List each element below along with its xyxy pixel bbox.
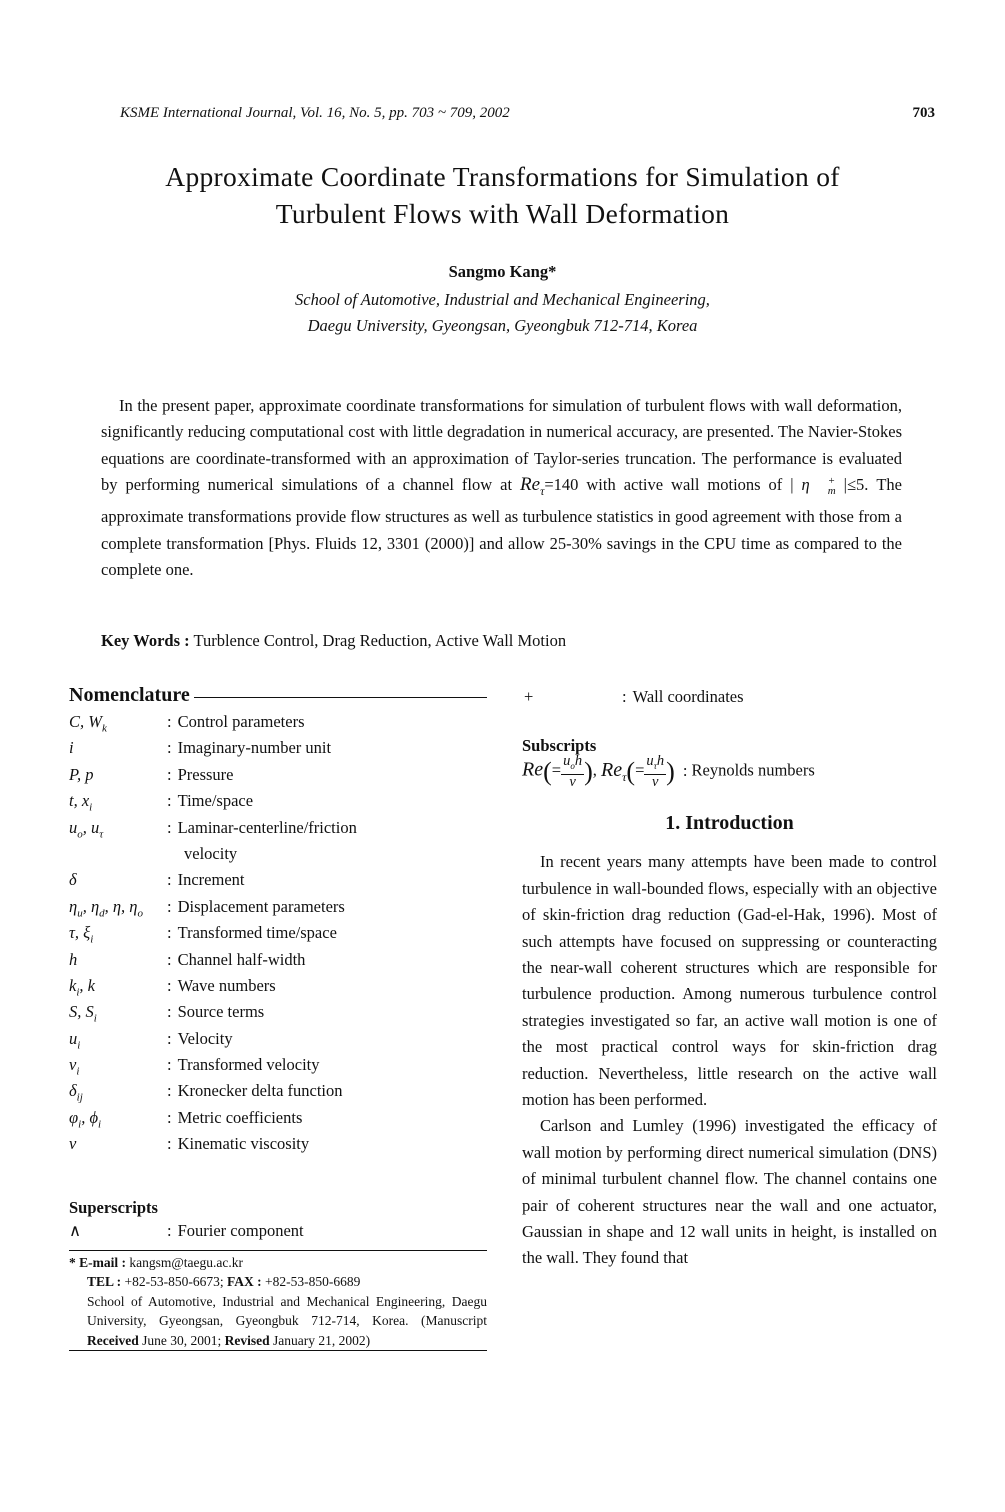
corresponding-author-footnote xyxy=(69,1250,487,1351)
left-column xyxy=(69,684,487,1351)
nomenclature-row: + : Wall coordinates xyxy=(522,684,937,710)
affiliation-line-2: Daegu University, Gyeongsan, Gyeongbuk 712-714, Korea xyxy=(307,316,698,335)
nomenclature-row: t, $x_i$ : Time/space xyxy=(69,788,487,814)
nomenclature-desc: Imaginary-number unit xyxy=(177,738,332,758)
nomenclature-desc: Increment xyxy=(177,870,245,890)
superscripts-heading: Superscripts xyxy=(69,1197,158,1217)
nomenclature-row: $\varphi_i$, $\phi_i$ : Metric coefficients xyxy=(69,1105,487,1131)
nomenclature-symbol: τ, $\xi_i$ xyxy=(69,923,94,946)
section-heading: 1. Introduction xyxy=(665,812,794,835)
nomenclature-desc: Fourier component xyxy=(177,1220,304,1240)
reynolds-symbol: $Re_\tau$ xyxy=(520,474,545,499)
nomenclature-symbol: C, $W_k$ xyxy=(69,712,107,735)
nomenclature-continuation: velocity xyxy=(184,843,238,863)
nomenclature-symbol: δ xyxy=(69,870,77,890)
right-column xyxy=(522,684,937,1272)
nomenclature-row: C, $W_k$ : Control parameters xyxy=(69,709,487,735)
keywords xyxy=(101,631,902,651)
paper-title xyxy=(0,158,1005,232)
nomenclature-desc: Time/space xyxy=(177,791,254,811)
running-header xyxy=(120,105,935,122)
footnote-email-line: * E-mail : kangsm@taegu.ac.kr xyxy=(69,1255,244,1271)
nomenclature-symbol: i xyxy=(69,738,74,758)
paragraph: Carlson and Lumley (1996) investigated the efficacy of wall motion by performing direct numerical simulation (DNS) of minimal turbulent channel flow. The channel contains one pair of coherent structures near the wall and one actuator, Gaussian in shape and 12 wall units in height, is installed on the wall. They found that xyxy=(522,1116,937,1268)
nomenclature-symbol: + xyxy=(524,687,534,706)
nomenclature-row: $v_i$ : Transformed velocity xyxy=(69,1052,487,1078)
nomenclature-row: $k_i$, k : Wave numbers xyxy=(69,973,487,999)
nomenclature-symbol: S, $S_i$ xyxy=(69,1002,97,1025)
abstract-text-1: In the present paper, approximate coordinate transformations for simulation of turbulent flows with wall deformation, significantly reducing computational cost with little degradation in numerical accuracy, are presented. The Navier-Stokes equations are coordinate-transformed with an approximation of Taylor-series truncation. The performance is evaluated by performing numerical simulations of a channel flow at xyxy=(101,396,902,495)
abstract-text-2: with active wall motions of | xyxy=(578,475,802,495)
nomenclature-row: ∧ : Fourier component xyxy=(69,1218,487,1244)
nomenclature-heading: Nomenclature xyxy=(69,684,190,706)
nomenclature-symbol: $k_i$, k xyxy=(69,975,95,999)
nomenclature-row: $u_o$, $u_\tau$ : Laminar-centerline/friction xyxy=(69,815,487,841)
nomenclature-desc: Laminar-centerline/friction xyxy=(177,817,357,837)
paragraph: In recent years many attempts have been made to control turbulence in wall-bounded flows, especially with an objective of skin-friction drag reduction (Gad-el-Hak, 1996). Most of such attempts have focused on suppressing or counteracting the near-wall coherent structures which are responsible for turbulence production. Among numerous turbulence control strategies investigated so far, an active wall motion is one of the most practical control ways for skin-friction drag reduction. Nevertheless, little research on the active wall motion has been performed. xyxy=(522,852,937,1109)
nomenclature-desc: Control parameters xyxy=(177,712,305,731)
nomenclature-symbol: $\delta_{ij}$ xyxy=(69,1081,83,1104)
nomenclature-row: ν : Kinematic viscosity xyxy=(69,1131,487,1157)
nomenclature-desc: Wall coordinates xyxy=(632,687,744,706)
nomenclature-desc: Transformed time/space xyxy=(177,923,337,943)
nomenclature-desc: Pressure xyxy=(177,764,234,784)
page-number: 703 xyxy=(912,105,935,121)
nomenclature-symbol: $\varphi_i$, $\phi_i$ xyxy=(69,1107,102,1131)
nomenclature-symbol: ν xyxy=(69,1134,77,1154)
nomenclature-desc: Kronecker delta function xyxy=(177,1081,343,1101)
author-name: Sangmo Kang* xyxy=(448,262,557,281)
introduction-body xyxy=(522,849,937,1272)
nomenclature-symbol: $u_i$ xyxy=(69,1028,81,1051)
nomenclature-row: P, p : Pressure xyxy=(69,762,487,788)
subscripts-definition: Re(= $\frac{u_oh}{\nu}$ ), $Re_\tau(=$ $\frac{u_\tau h}{\nu}$ ) : Reynolds numbers xyxy=(522,753,815,791)
keywords-label: Key Words : xyxy=(101,631,190,650)
nomenclature-desc: Channel half-width xyxy=(177,949,306,969)
nomenclature-row: $u_i$ : Velocity xyxy=(69,1026,487,1052)
nomenclature-desc: Source terms xyxy=(177,1002,265,1022)
subscripts-desc: Reynolds numbers xyxy=(691,761,815,781)
nomenclature-row: δ : Increment xyxy=(69,867,487,893)
nomenclature-desc: Metric coefficients xyxy=(177,1107,303,1127)
email-address: kangsm@taegu.ac.kr xyxy=(126,1255,244,1271)
nomenclature-symbol: h xyxy=(69,949,78,969)
footnote-phone-line: TEL : +82-53-850-6673; FAX : +82-53-850-6689 xyxy=(87,1274,361,1290)
nomenclature-symbol: t, $x_i$ xyxy=(69,791,93,814)
nomenclature-row: h : Channel half-width xyxy=(69,947,487,973)
nomenclature-row: $\eta_u$, $\eta_d$, η, $\eta_o$ : Displacement parameters xyxy=(69,894,487,920)
subscripts-heading: Subscripts xyxy=(522,736,597,756)
nomenclature-row: S, $S_i$ : Source terms xyxy=(69,999,487,1025)
title-line-2: Turbulent Flows with Wall Deformation xyxy=(275,198,730,229)
nomenclature-symbol: ∧ xyxy=(69,1220,82,1240)
heading-rule xyxy=(194,697,487,698)
nomenclature-row: $\delta_{ij}$ : Kronecker delta function xyxy=(69,1078,487,1104)
nomenclature-desc: Wave numbers xyxy=(177,975,276,995)
reynolds-value: =140 xyxy=(544,475,579,495)
title-line-1: Approximate Coordinate Transformations for Simulation of xyxy=(165,161,840,192)
nomenclature-desc: Displacement parameters xyxy=(177,896,345,916)
journal-citation: KSME International Journal, Vol. 16, No. 5, pp. 703 ~ 709, 2002 xyxy=(120,105,510,121)
nomenclature-desc: Transformed velocity xyxy=(177,1055,320,1075)
nomenclature-heading-row xyxy=(69,684,487,707)
nomenclature-symbol: P, p xyxy=(69,764,94,784)
abstract xyxy=(101,393,902,584)
affiliation-line-1: School of Automotive, Industrial and Mechanical Engineering, xyxy=(295,290,710,309)
eta-symbol: η + m xyxy=(801,475,836,498)
nomenclature-symbol: $u_o$, $u_\tau$ xyxy=(69,817,104,840)
nomenclature-row: i : Imaginary-number unit xyxy=(69,735,487,761)
keywords-text: Turblence Control, Drag Reduction, Active Wall Motion xyxy=(189,631,567,650)
nomenclature-row: τ, $\xi_i$ : Transformed time/space xyxy=(69,920,487,946)
author-affiliation xyxy=(0,287,1005,339)
abstract-paragraph xyxy=(101,393,902,584)
nomenclature-symbol: $\eta_u$, $\eta_d$, η, $\eta_o$ xyxy=(69,896,143,920)
nomenclature-desc: Kinematic viscosity xyxy=(177,1134,310,1154)
nomenclature-desc: Velocity xyxy=(177,1028,233,1048)
nomenclature-list xyxy=(69,709,487,1158)
footnote-address: School of Automotive, Industrial and Mechanical Engineering, Daegu University, Gyeongsan, Gyeongbuk 712-714, Korea. (Manuscript Received June 30, 2001; Revised January 21, 2002) xyxy=(69,1292,487,1351)
nomenclature-symbol: $v_i$ xyxy=(69,1055,80,1078)
abstract-text-3: |≤5. The approximate transformations provide flow structures as well as turbulence statistics in good agreement with those from a complete transformation [Phys. Fluids 12, 3301 (2000)] and allow 25-30% savings in the CPU time as compared to the complete one. xyxy=(101,475,903,580)
